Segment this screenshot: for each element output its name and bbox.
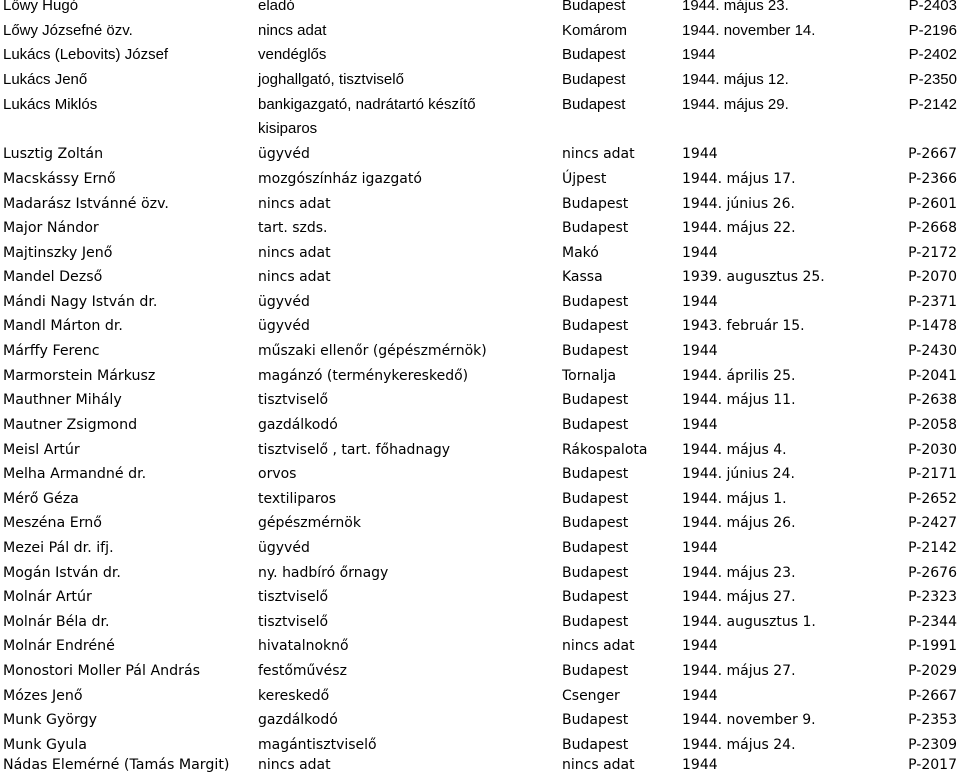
table-row <box>0 634 960 658</box>
city-cell: Budapest <box>562 46 626 63</box>
date-cell: 1944 <box>682 757 718 773</box>
table-row <box>0 708 960 732</box>
date-cell: 1944 <box>682 417 718 433</box>
table-row <box>0 511 960 535</box>
city-cell: Makó <box>562 245 599 261</box>
code-cell: P-2017 <box>908 757 957 773</box>
name-cell: Major Nándor <box>3 220 99 236</box>
name-cell: Lukács Miklós <box>3 96 98 113</box>
occupation-cell: ny. hadbíró őrnagy <box>258 565 389 581</box>
city-cell: Budapest <box>562 294 629 310</box>
city-cell: Budapest <box>562 515 629 531</box>
table-row <box>0 290 960 314</box>
occupation-cell: eladó <box>258 0 295 14</box>
table-row <box>0 487 960 511</box>
city-cell: Budapest <box>562 417 629 433</box>
date-cell: 1944. május 22. <box>682 220 796 236</box>
table-row <box>0 684 960 708</box>
name-cell: Nádas Elemérné (Tamás Margit) <box>3 757 230 773</box>
table-row <box>0 19 960 43</box>
city-cell: Kassa <box>562 269 603 285</box>
name-cell: Molnár Endréné <box>3 638 115 654</box>
city-cell: Komárom <box>562 22 628 39</box>
city-cell: Rákospalota <box>562 442 648 458</box>
code-cell: P-2344 <box>908 614 957 630</box>
name-cell: Munk Gyula <box>3 737 87 753</box>
code-cell: P-2350 <box>908 71 957 88</box>
occupation-cell: műszaki ellenőr (gépészmérnök) <box>258 343 487 359</box>
date-cell: 1944. június 26. <box>682 196 795 212</box>
name-cell: Lukács Jenő <box>3 71 88 88</box>
city-cell: Budapest <box>562 71 626 88</box>
date-cell: 1944. május 29. <box>682 96 789 113</box>
date-cell: 1944. május 4. <box>682 442 787 458</box>
city-cell: nincs adat <box>562 638 635 654</box>
name-cell: Majtinszky Jenő <box>3 245 113 261</box>
occupation-cell: nincs adat <box>258 757 331 773</box>
code-cell: P-2371 <box>908 294 957 310</box>
code-cell: P-1991 <box>908 638 957 654</box>
city-cell: Budapest <box>562 589 629 605</box>
code-cell: P-2041 <box>908 368 957 384</box>
date-cell: 1944. május 24. <box>682 737 796 753</box>
date-cell: 1944. augusztus 1. <box>682 614 816 630</box>
occupation-cell: nincs adat <box>258 245 331 261</box>
city-cell: Budapest <box>562 565 629 581</box>
occupation-cell: textiliparos <box>258 491 337 507</box>
date-cell: 1944 <box>682 146 718 162</box>
table-row <box>0 142 960 166</box>
table-row <box>0 68 960 92</box>
occupation-cell: gazdálkodó <box>258 417 338 433</box>
occupation-cell: ügyvéd <box>258 540 310 556</box>
table-row <box>0 339 960 363</box>
table-row <box>0 462 960 486</box>
code-cell: P-2638 <box>908 392 957 408</box>
date-cell: 1944. május 23. <box>682 0 789 14</box>
date-cell: 1944. május 1. <box>682 491 787 507</box>
city-cell: Budapest <box>562 737 629 753</box>
occupation-cell: orvos <box>258 466 297 482</box>
city-cell: Budapest <box>562 614 629 630</box>
date-cell: 1944. november 14. <box>682 22 816 39</box>
city-cell: Tornalja <box>562 368 617 384</box>
name-cell: Mezei Pál dr. ifj. <box>3 540 114 556</box>
occupation-cell: nincs adat <box>258 22 327 39</box>
date-cell: 1944. május 23. <box>682 565 796 581</box>
table-row <box>0 753 960 777</box>
occupation-cell: tisztviselő <box>258 614 329 630</box>
occupation-cell: ügyvéd <box>258 318 310 334</box>
code-cell: P-2353 <box>908 712 957 728</box>
code-cell: P-2030 <box>908 442 957 458</box>
occupation-cell: bankigazgató, nadrátartó készítő <box>258 96 476 113</box>
city-cell: Budapest <box>562 343 629 359</box>
date-cell: 1944. május 27. <box>682 589 796 605</box>
code-cell: P-2196 <box>908 22 957 39</box>
code-cell: P-2142 <box>908 540 957 556</box>
code-cell: P-2142 <box>908 96 957 113</box>
occupation-cell: gazdálkodó <box>258 712 338 728</box>
date-cell: 1944 <box>682 46 716 63</box>
date-cell: 1944. május 27. <box>682 663 796 679</box>
code-cell: P-2058 <box>908 417 957 433</box>
name-cell: Macskássy Ernő <box>3 171 116 187</box>
name-cell: Mandl Márton dr. <box>3 318 123 334</box>
city-cell: Budapest <box>562 96 626 113</box>
occupation-cell: magántisztviselő <box>258 737 377 753</box>
table-row <box>0 438 960 462</box>
name-cell: Mauthner Mihály <box>3 392 122 408</box>
table-row <box>0 192 960 216</box>
date-cell: 1944. május 26. <box>682 515 796 531</box>
code-cell: P-2171 <box>908 466 957 482</box>
occupation-cell: kereskedő <box>258 688 330 704</box>
table-row <box>0 536 960 560</box>
table-row <box>0 241 960 265</box>
table-row <box>0 413 960 437</box>
code-cell: P-2668 <box>908 220 957 236</box>
table-row <box>0 43 960 67</box>
occupation-cell: magánzó (terménykereskedő) <box>258 368 469 384</box>
name-cell: Mándi Nagy István dr. <box>3 294 158 310</box>
code-cell: P-2430 <box>908 343 957 359</box>
name-cell: Mandel Dezső <box>3 269 103 285</box>
table-row <box>0 93 960 117</box>
name-cell: Mogán István dr. <box>3 565 121 581</box>
table-row <box>0 388 960 412</box>
date-cell: 1944 <box>682 343 718 359</box>
date-cell: 1944. május 17. <box>682 171 796 187</box>
date-cell: 1944 <box>682 688 718 704</box>
code-cell: P-2029 <box>908 663 957 679</box>
table-row <box>0 314 960 338</box>
code-cell: P-2652 <box>908 491 957 507</box>
city-cell: Budapest <box>562 663 629 679</box>
name-cell: Lusztig Zoltán <box>3 146 104 162</box>
name-cell: Lőwy Hugó <box>3 0 79 14</box>
name-cell: Lukács (Lebovits) József <box>3 46 169 63</box>
code-cell: P-2667 <box>908 146 957 162</box>
city-cell: Budapest <box>562 318 629 334</box>
name-cell: Melha Armandné dr. <box>3 466 147 482</box>
city-cell: Budapest <box>562 466 629 482</box>
occupation-cell: nincs adat <box>258 269 331 285</box>
city-cell: Budapest <box>562 196 629 212</box>
table-row <box>0 364 960 388</box>
city-cell: nincs adat <box>562 757 635 773</box>
occupation-cell: ügyvéd <box>258 294 310 310</box>
name-cell: Mózes Jenő <box>3 688 83 704</box>
date-cell: 1944. május 11. <box>682 392 796 408</box>
name-cell: Meisl Artúr <box>3 442 80 458</box>
date-cell: 1943. február 15. <box>682 318 805 334</box>
table-row <box>0 265 960 289</box>
code-cell: P-2427 <box>908 515 957 531</box>
name-cell: Monostori Moller Pál András <box>3 663 201 679</box>
occupation-cell: tisztviselő , tart. főhadnagy <box>258 442 451 458</box>
table-row <box>0 561 960 585</box>
city-cell: Budapest <box>562 491 629 507</box>
occupation-cell: tart. szds. <box>258 220 328 236</box>
date-cell: 1944. május 12. <box>682 71 789 88</box>
table-row <box>0 216 960 240</box>
date-cell: 1944. november 9. <box>682 712 816 728</box>
code-cell: P-2070 <box>908 269 957 285</box>
code-cell: P-1478 <box>908 318 957 334</box>
table-row <box>0 0 960 18</box>
name-cell: Molnár Artúr <box>3 589 92 605</box>
name-cell: Molnár Béla dr. <box>3 614 110 630</box>
occupation-cell: ügyvéd <box>258 146 310 162</box>
code-cell: P-2402 <box>908 46 957 63</box>
name-cell: Munk György <box>3 712 98 728</box>
name-cell: Marmorstein Márkusz <box>3 368 156 384</box>
code-cell: P-2366 <box>908 171 957 187</box>
date-cell: 1944 <box>682 294 718 310</box>
code-cell: P-2172 <box>908 245 957 261</box>
occupation-cell: gépészmérnök <box>258 515 361 531</box>
date-cell: 1939. augusztus 25. <box>682 269 825 285</box>
city-cell: Csenger <box>562 688 620 704</box>
date-cell: 1944 <box>682 540 718 556</box>
table-row <box>0 585 960 609</box>
occupation-cell: hivatalnoknő <box>258 638 349 654</box>
code-cell: P-2403 <box>908 0 957 14</box>
name-cell: Mérő Géza <box>3 491 79 507</box>
name-cell: Lőwy Józsefné özv. <box>3 22 133 39</box>
occupation-cell: tisztviselő <box>258 392 329 408</box>
occupation-cell: tisztviselő <box>258 589 329 605</box>
code-cell: P-2309 <box>908 737 957 753</box>
occupation-cell: joghallgató, tisztviselő <box>258 71 404 88</box>
city-cell: Budapest <box>562 220 629 236</box>
occupation-cell: nincs adat <box>258 196 331 212</box>
code-cell: P-2667 <box>908 688 957 704</box>
occupation-cell: festőművész <box>258 663 347 679</box>
date-cell: 1944 <box>682 245 718 261</box>
code-cell: P-2323 <box>908 589 957 605</box>
occupation-cell-continuation: kisiparos <box>258 120 318 137</box>
date-cell: 1944. április 25. <box>682 368 796 384</box>
name-cell: Meszéna Ernő <box>3 515 102 531</box>
table-row <box>0 659 960 683</box>
city-cell: Budapest <box>562 712 629 728</box>
city-cell: Budapest <box>562 392 629 408</box>
name-cell: Madarász Istvánné özv. <box>3 196 169 212</box>
occupation-cell: mozgószínház igazgató <box>258 171 422 187</box>
name-cell: Mautner Zsigmond <box>3 417 138 433</box>
city-cell: Budapest <box>562 540 629 556</box>
table-row <box>0 610 960 634</box>
table-row <box>0 167 960 191</box>
code-cell: P-2676 <box>908 565 957 581</box>
date-cell: 1944 <box>682 638 718 654</box>
date-cell: 1944. június 24. <box>682 466 795 482</box>
occupation-cell: vendéglős <box>258 46 327 63</box>
code-cell: P-2601 <box>908 196 957 212</box>
city-cell: Újpest <box>562 171 607 187</box>
city-cell: Budapest <box>562 0 626 14</box>
city-cell: nincs adat <box>562 146 635 162</box>
name-cell: Márffy Ferenc <box>3 343 100 359</box>
